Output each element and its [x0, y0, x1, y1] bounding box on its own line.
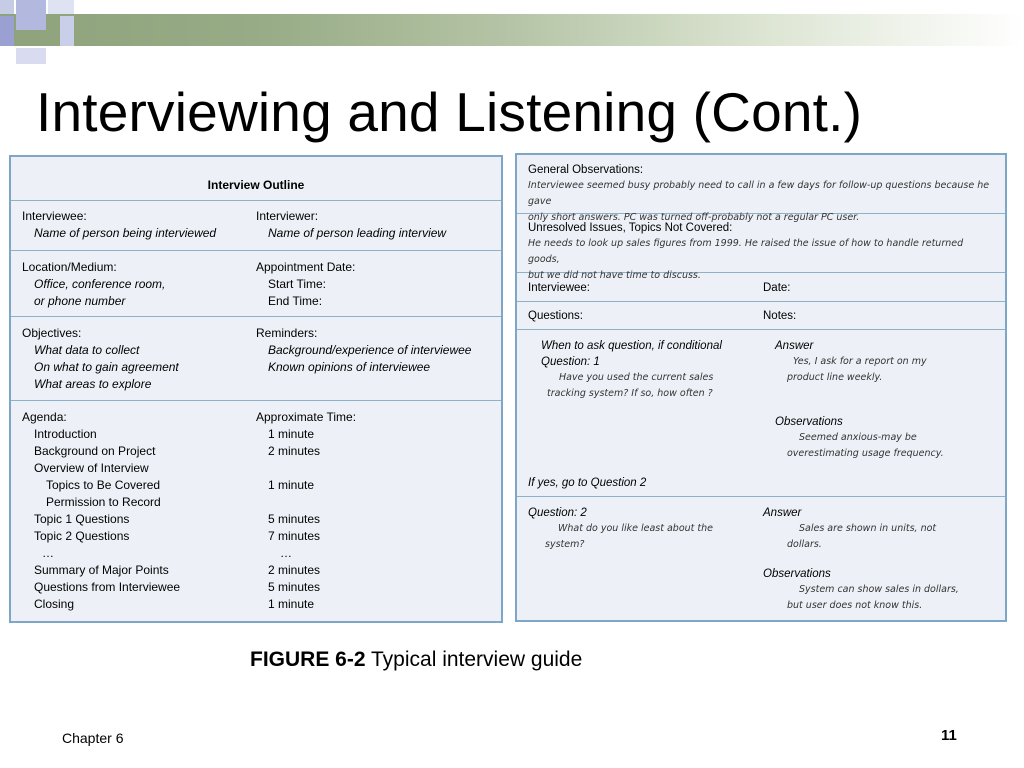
outline-header-row	[11, 157, 501, 201]
answer-2-text: dollars.	[787, 539, 822, 550]
observations-1-label: Observations	[775, 416, 843, 428]
observations-1-text: Seemed anxious-may be	[799, 432, 917, 443]
observations-1-text: overestimating usage frequency.	[787, 448, 944, 459]
title-decoration-bar	[0, 14, 1024, 46]
question-2-text: system?	[545, 539, 585, 550]
guide-row-question-1	[517, 330, 1005, 497]
outline-label: Location/Medium:	[22, 260, 117, 274]
unresolved-label: Unresolved Issues, Topics Not Covered:	[528, 222, 733, 234]
outline-value: On what to gain agreement	[34, 360, 179, 374]
outline-row-location	[11, 251, 501, 317]
answer-2-text: Sales are shown in units, not	[799, 523, 937, 534]
agenda-item: Topic 1 Questions	[34, 512, 130, 526]
figure-caption-text: Typical interview guide	[371, 648, 583, 671]
agenda-item: Summary of Major Points	[34, 563, 169, 577]
questions-label: Questions:	[528, 310, 583, 322]
observations-2-label: Observations	[763, 568, 831, 580]
outline-value: or phone number	[34, 294, 126, 308]
agenda-item: Introduction	[34, 427, 97, 441]
guide-row-interviewee	[517, 273, 1005, 302]
observations-2-text: but user does not know this.	[787, 600, 923, 611]
agenda-time: 1 minute	[268, 478, 315, 492]
agenda-time: …	[280, 546, 292, 560]
unresolved-text: but we did not have time to discuss.	[528, 270, 701, 281]
agenda-item: Overview of Interview	[34, 461, 149, 475]
outline-value: Known opinions of interviewee	[268, 360, 431, 374]
question-2-label: Question: 2	[528, 507, 587, 519]
outline-value: End Time:	[268, 294, 323, 308]
agenda-time	[256, 494, 486, 511]
outline-header: Interview Outline	[207, 178, 305, 192]
interview-outline-table	[9, 155, 503, 623]
date-label: Date:	[763, 282, 791, 294]
outline-label: Appointment Date:	[256, 260, 356, 274]
guide-row-unresolved	[517, 214, 1005, 281]
outline-label: Objectives:	[22, 326, 82, 340]
question-2-text: What do you like least about the	[558, 523, 713, 534]
agenda-item: Topic 2 Questions	[34, 529, 130, 543]
question-1-text: tracking system? If so, how often ?	[547, 388, 713, 399]
outline-label: Interviewee:	[22, 209, 87, 223]
guide-row-general-observations	[517, 155, 1005, 223]
outline-label: Reminders:	[256, 326, 318, 340]
outline-row-agenda	[11, 401, 501, 621]
interviewee-label: Interviewee:	[528, 282, 591, 294]
conditional-instruction: If yes, go to Question 2	[528, 477, 647, 489]
outline-value: Name of person leading interview	[268, 226, 447, 240]
footer-chapter: Chapter 6	[62, 730, 124, 746]
answer-2-label: Answer	[763, 507, 802, 519]
outline-label: Interviewer:	[256, 209, 319, 223]
outline-row-interviewee	[11, 200, 501, 251]
outline-value: Start Time:	[268, 277, 327, 291]
answer-1-label: Answer	[775, 340, 814, 352]
notes-label: Notes:	[763, 310, 797, 322]
answer-1-text: Yes, I ask for a report on my	[793, 356, 927, 367]
answer-1-text: product line weekly.	[787, 372, 883, 383]
question-1-text: Have you used the current sales	[559, 372, 714, 383]
outline-row-objectives	[11, 317, 501, 401]
interview-guide-table	[515, 153, 1007, 622]
unresolved-text: He needs to look up sales figures from 1999. He raised the issue of how to handle returned goods,	[528, 238, 964, 265]
outline-value: Office, conference room,	[34, 277, 166, 291]
agenda-item: Questions from Interviewee	[34, 580, 181, 594]
page-number: 11	[941, 727, 957, 744]
agenda-time	[256, 460, 486, 477]
agenda-time: 5 minutes	[268, 512, 321, 526]
agenda-time: 2 minutes	[268, 563, 321, 577]
agenda-item: Closing	[34, 597, 75, 611]
outline-value: Background/experience of interviewee	[268, 343, 472, 357]
agenda-time: 5 minutes	[268, 580, 321, 594]
guide-row-questions-header	[517, 302, 1005, 330]
time-label: Approximate Time:	[256, 410, 357, 424]
general-observations-text: only short answers. PC was turned off-probably not a regular PC user.	[528, 212, 860, 223]
agenda-item: Topics to Be Covered	[46, 478, 161, 492]
agenda-time: 2 minutes	[268, 444, 321, 458]
outline-value: What areas to explore	[34, 377, 152, 391]
figure-label: FIGURE 6-2	[250, 648, 366, 671]
figure-caption	[250, 648, 582, 672]
guide-row-question-2	[517, 497, 1005, 620]
question-1-label: Question: 1	[541, 356, 600, 368]
question-1-intro: When to ask question, if conditional	[541, 340, 722, 352]
observations-2-text: System can show sales in dollars,	[799, 584, 959, 595]
outline-value: What data to collect	[34, 343, 140, 357]
agenda-time: 1 minute	[268, 597, 315, 611]
agenda-item: Background on Project	[34, 444, 156, 458]
general-observations-text: Interviewee seemed busy probably need to call in a few days for follow-up questions because he gave	[528, 180, 990, 207]
agenda-time: 1 minute	[268, 427, 315, 441]
agenda-label: Agenda:	[22, 410, 67, 424]
agenda-item: …	[42, 546, 54, 560]
agenda-time: 7 minutes	[268, 529, 321, 543]
general-observations-label: General Observations:	[528, 164, 644, 176]
slide-title: Interviewing and Listening (Cont.)	[36, 81, 863, 143]
agenda-item: Permission to Record	[46, 495, 161, 509]
outline-value: Name of person being interviewed	[34, 226, 217, 240]
